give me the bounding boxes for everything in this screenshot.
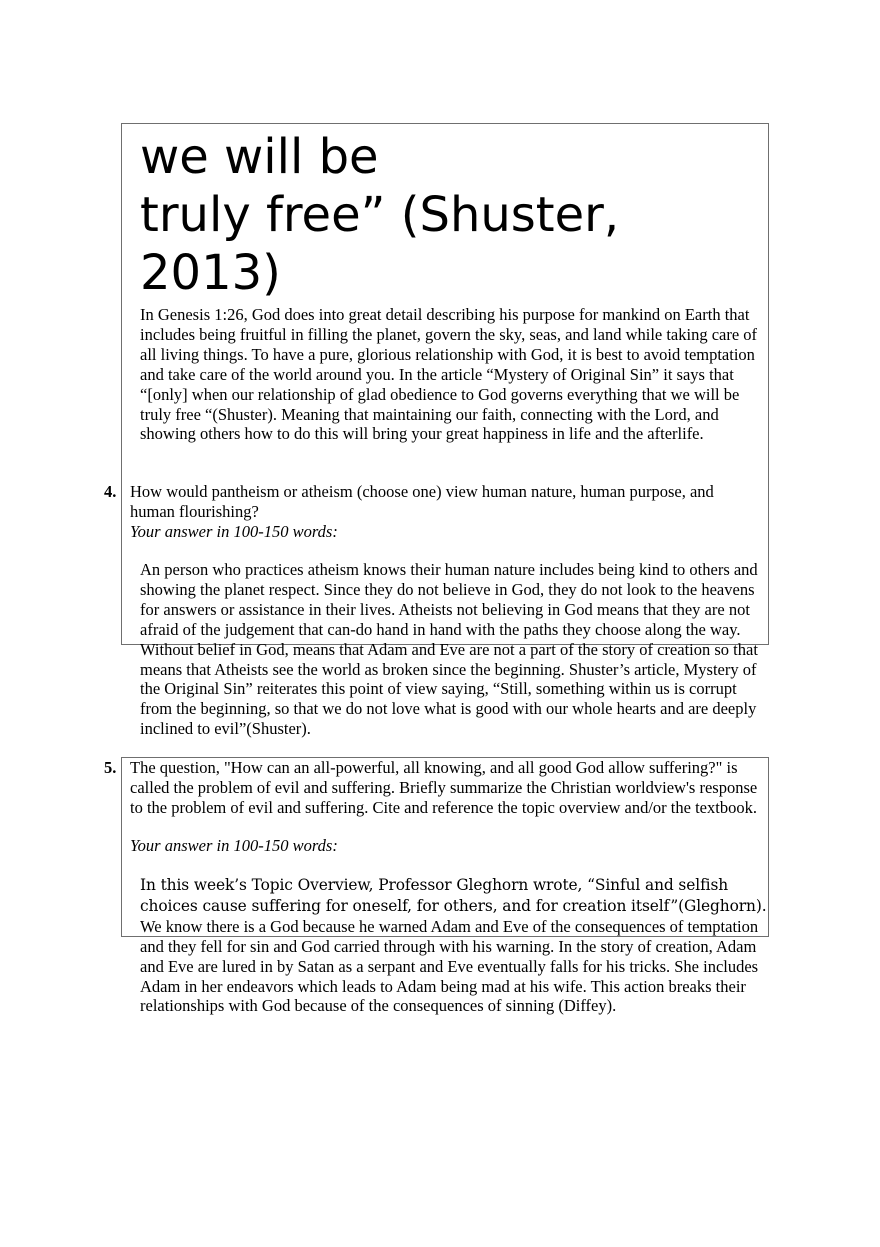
question-number: 5. (104, 758, 117, 777)
quote-line: we will be (140, 129, 379, 185)
quote-line: truly free” (Shuster, (140, 187, 620, 243)
quote-line: 2013) (140, 245, 281, 301)
answer-5-continuation: We know there is a God because he warned Adam and Eve of the consequences of temptation and they fell for sin and God carried through with his warning. In the story of creation, Adam and Eve are lured in by Satan as a serpant and Eve eventually falls for his tricks. She includes Adam in her endeavors which leads to Adam being mad at his wife. This action breaks their relationships with God because of the consequences of sinning (Diffey). (140, 916, 759, 1016)
quote-heading (140, 128, 760, 302)
question-5-instruction: Your answer in 100-150 words: (130, 836, 338, 855)
answer-5-quote: In this week’s Topic Overview, Professor Gleghorn wrote, “Sinful and selfish choices cause suffering for oneself, for others, and for creation itself”(Gleghorn). (140, 876, 767, 915)
question-4-prompt: How would pantheism or atheism (choose one) view human nature, human purpose, and human flourishing? (130, 482, 714, 521)
question-5-prompt: The question, "How can an all-powerful, all knowing, and all good God allow suffering?" is called the problem of evil and suffering. Briefly summarize the Christian worldview's response to the problem of evil and suffering. Cite and reference the topic overview and/or the textbook. (130, 758, 758, 817)
question-4-instruction: Your answer in 100-150 words: (130, 522, 338, 541)
question-5-answer (140, 875, 772, 1016)
question-4-answer: An person who practices atheism knows their human nature includes being kind to others and showing the planet respect. Since they do not believe in God, they do not look to the heavens for answers or assistance in their lives. Atheists not believing in God means that they are not afraid of the judgement that can-do hand in hand with the paths they choose along the way. Without belief in God, means that Adam and Eve are not a part of the story of creation so that means that Atheists see the world as broken since the beginning. Shuster’s article, Mystery of the Original Sin” reiterates this point of view saying, “Still, something within us is corrupt from the beginning, so that we do not love what is good with our whole hearts and are deeply inclined to evil”(Shuster). (140, 560, 758, 739)
question-number: 4. (104, 482, 117, 501)
answer-3-paragraph: In Genesis 1:26, God does into great detail describing his purpose for mankind on Earth that includes being fruitful in filling the planet, govern the sky, seas, and land while taking care of all living things. To have a pure, glorious relationship with God, it is best to avoid temptation and take care of the world around you. In the article “Mystery of Original Sin” it says that “[only] when our relationship of glad obedience to God governs everything that we will be truly free “(Shuster). Meaning that maintaining our faith, connecting with the Lord, and showing others how to do this will bring your great happiness in life and the afterlife. (140, 305, 758, 444)
